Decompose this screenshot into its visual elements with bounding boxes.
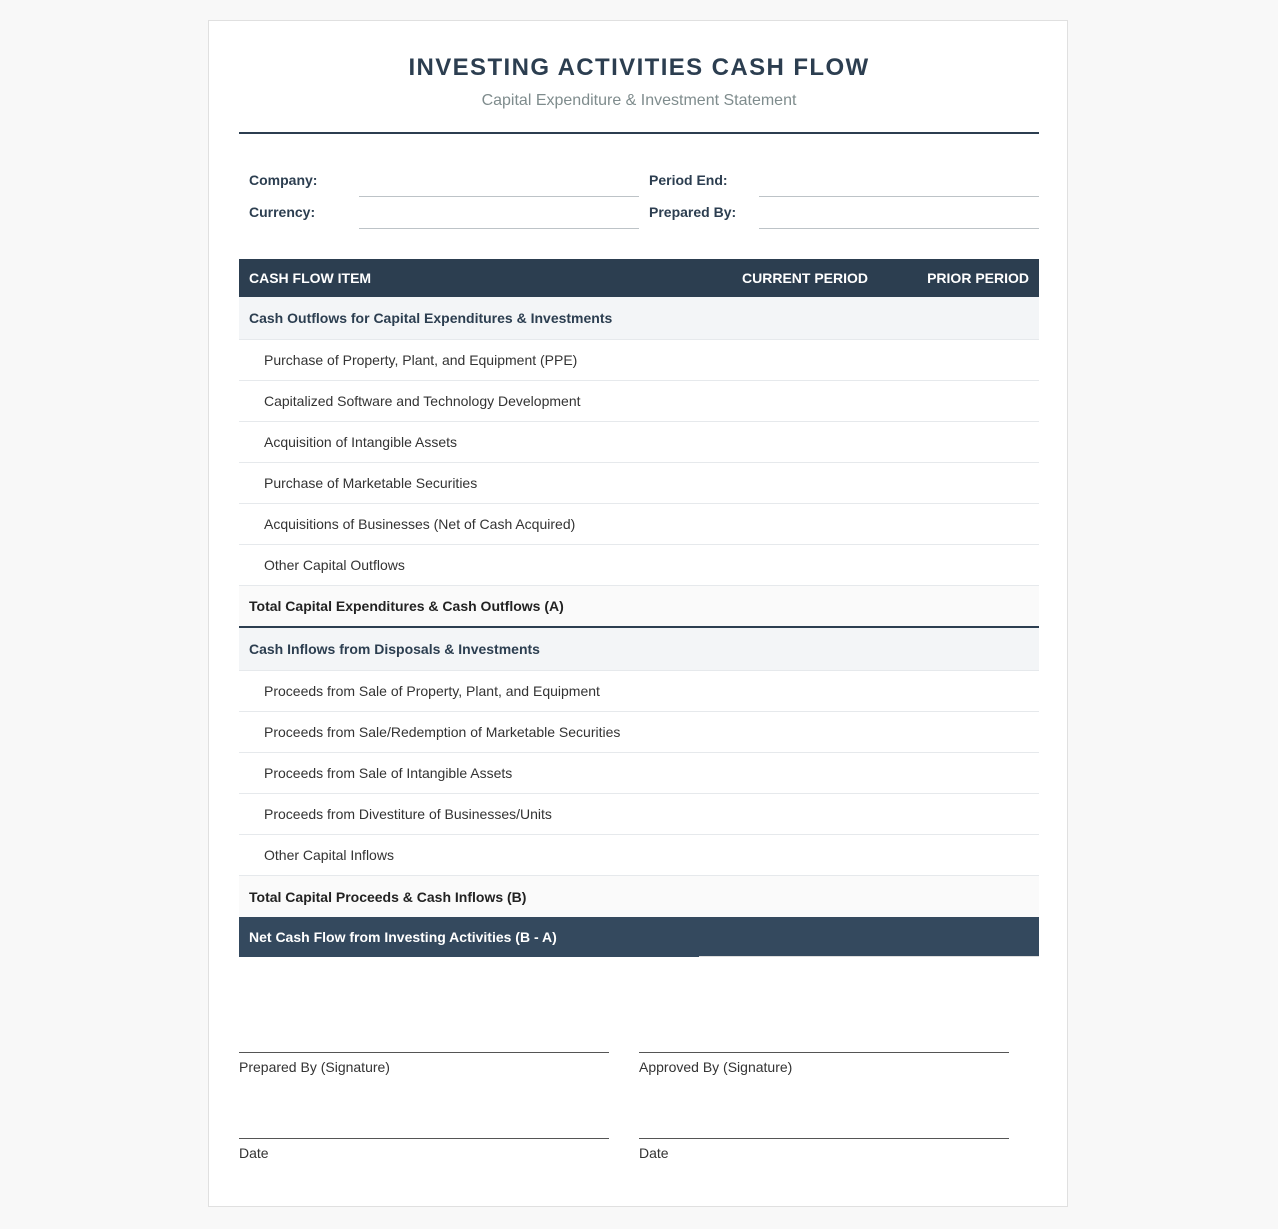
section-heading: Cash Outflows for Capital Expenditures & Investments	[249, 310, 613, 326]
row-label: Other Capital Inflows	[264, 847, 394, 863]
table-row	[239, 422, 1039, 463]
row-label: Purchase of Marketable Securities	[264, 475, 478, 491]
row-label: Proceeds from Sale of Property, Plant, and Equipment	[264, 683, 600, 699]
row-label: Proceeds from Sale/Redemption of Marketable Securities	[264, 724, 621, 740]
column-header-current: CURRENT PERIOD	[742, 270, 869, 286]
date-label-left: Date	[239, 1145, 269, 1161]
net-cash-flow-row	[239, 917, 1039, 957]
document-title: INVESTING ACTIVITIES CASH FLOW	[408, 54, 870, 81]
period-end-field[interactable]	[759, 196, 1039, 197]
currency-field[interactable]	[359, 228, 639, 229]
table-row	[239, 381, 1039, 422]
prepared-by-label: Prepared By:	[649, 204, 737, 220]
section-outflows	[239, 297, 1039, 340]
total-label: Total Capital Expenditures & Cash Outflows (A)	[249, 598, 564, 614]
date-line-left[interactable]	[239, 1138, 609, 1139]
date-label-right: Date	[639, 1145, 669, 1161]
company-field[interactable]	[359, 196, 639, 197]
prepared-by-signature-label: Prepared By (Signature)	[239, 1059, 390, 1075]
total-outflows-row	[239, 586, 1039, 628]
column-header-item: CASH FLOW ITEM	[249, 270, 372, 286]
row-label: Other Capital Outflows	[264, 557, 405, 573]
document-page	[208, 20, 1068, 1207]
company-label: Company:	[249, 172, 318, 188]
section-heading: Cash Inflows from Disposals & Investments	[249, 641, 540, 657]
row-label: Acquisition of Intangible Assets	[264, 434, 458, 450]
table-row	[239, 340, 1039, 381]
table-row	[239, 545, 1039, 586]
table-row	[239, 835, 1039, 876]
row-label: Proceeds from Sale of Intangible Assets	[264, 765, 513, 781]
total-inflows-row	[239, 876, 1039, 917]
row-label: Purchase of Property, Plant, and Equipment (PPE)	[264, 352, 578, 368]
cash-flow-table	[239, 259, 1039, 957]
table-header	[239, 259, 1039, 297]
prepared-by-field[interactable]	[759, 228, 1039, 229]
table-row	[239, 463, 1039, 504]
table-row	[239, 712, 1039, 753]
period-end-label: Period End:	[649, 172, 728, 188]
net-value-underline	[699, 956, 1039, 957]
row-label: Acquisitions of Businesses (Net of Cash Acquired)	[264, 516, 576, 532]
date-line-right[interactable]	[639, 1138, 1009, 1139]
currency-label: Currency:	[249, 204, 316, 220]
table-row	[239, 753, 1039, 794]
table-row	[239, 794, 1039, 835]
table-row	[239, 671, 1039, 712]
approved-by-signature-line[interactable]	[639, 1052, 1009, 1053]
approved-by-signature-label: Approved By (Signature)	[639, 1059, 793, 1075]
column-header-prior: PRIOR PERIOD	[927, 270, 1029, 286]
net-label: Net Cash Flow from Investing Activities (B - A)	[249, 929, 557, 945]
header-divider	[239, 132, 1039, 134]
row-label: Capitalized Software and Technology Development	[264, 393, 581, 409]
table-row	[239, 504, 1039, 545]
section-inflows	[239, 628, 1039, 671]
prepared-by-signature-line[interactable]	[239, 1052, 609, 1053]
total-label: Total Capital Proceeds & Cash Inflows (B)	[249, 888, 527, 905]
row-label: Proceeds from Divestiture of Businesses/Units	[264, 806, 552, 822]
document-subtitle: Capital Expenditure & Investment Statement	[481, 92, 797, 109]
